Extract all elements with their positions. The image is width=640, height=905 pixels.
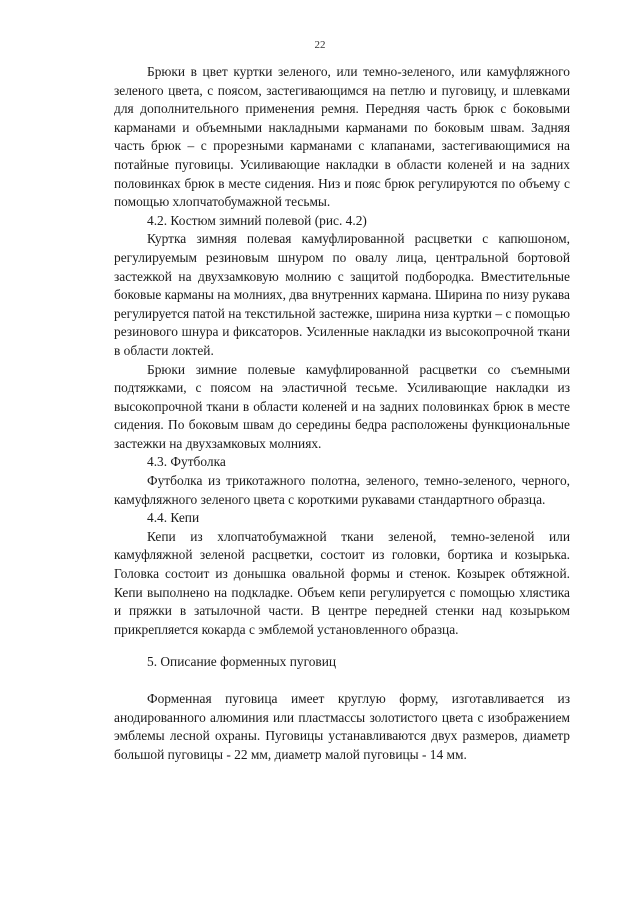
document-body bbox=[114, 63, 570, 764]
subheading-winter-suit: 4.2. Костюм зимний полевой (рис. 4.2) bbox=[147, 212, 367, 228]
section-heading-buttons: 5. Описание форменных пуговиц bbox=[147, 654, 337, 670]
paragraph-buttons: Форменная пуговица имеет круглую форму, изготавливается из анодированного алюминия или пластмассы золотистого цвета с изображением эмблемы лесной охраны. Пуговицы устанавливаются двух размеров, диаметр большой пуговицы - 22 мм, диаметр малой пуговицы - 14 мм. bbox=[114, 691, 570, 762]
paragraph-trousers: Брюки в цвет куртки зеленого, или темно-зеленого, или камуфляжного зеленого цвета, с поясом, застегивающимся на петлю и пуговицу, и шлевками для дополнительного применения ремня. Передняя часть брюк с боковыми карманами и объемными накладными карманами по боковым швам. Задняя часть брюк – с прорезными карманами с клапанами, застегивающимися на потайные пуговицы. Усиливающие накладки в области коленей и на задних половинках брюк в месте сидения. Низ и пояс брюк регулируются по объему с помощью хлопчатобумажной тесьмы. bbox=[114, 64, 570, 210]
paragraph-winter-trousers: Брюки зимние полевые камуфлированной расцветки со съемными подтяжками, с поясом на эластичной тесьме. Усиливающие накладки из высокопрочной ткани в области коленей и на задних половинках брюк в месте сидения. По боковым швам до середины бедра расположены функциональные застежки на двухзамковых молниях. bbox=[114, 361, 570, 451]
paragraph-winter-jacket: Куртка зимняя полевая камуфлированной расцветки с капюшоном, регулируемым резиновым шнуром по овалу лица, центральной бортовой застежкой на двухзамковую молнию с защитой подбородка. Вместительные боковые карманы на молниях, два внутренних кармана. Ширина по низу рукава регулируется патой на текстильной застежке, ширина низа куртки – с помощью резинового шнура и фиксаторов. Усиленные накладки из высокопрочной ткани в области локтей. bbox=[114, 231, 570, 358]
paragraph-tshirt: Футболка из трикотажного полотна, зеленого, темно-зеленого, черного, камуфляжного зеленого цвета с короткими рукавами стандартного образца. bbox=[114, 473, 570, 507]
paragraph-cap: Кепи из хлопчатобумажной ткани зеленой, темно-зеленой или камуфляжной зеленой расцветки, состоит из головки, бортика и козырька. Головка состоит из донышка овальной формы и стенок. Козырек обтяжной. Кепи выполнено на подкладке. Объем кепи регулируется с помощью хлястика и пряжки в затылочной части. В центре передней стенки над козырьком прикрепляется кокарда с эмблемой установленного образца. bbox=[114, 528, 570, 637]
subheading-cap: 4.4. Кепи bbox=[147, 510, 200, 526]
subheading-tshirt: 4.3. Футболка bbox=[147, 454, 226, 470]
page-number: 22 bbox=[314, 39, 326, 51]
